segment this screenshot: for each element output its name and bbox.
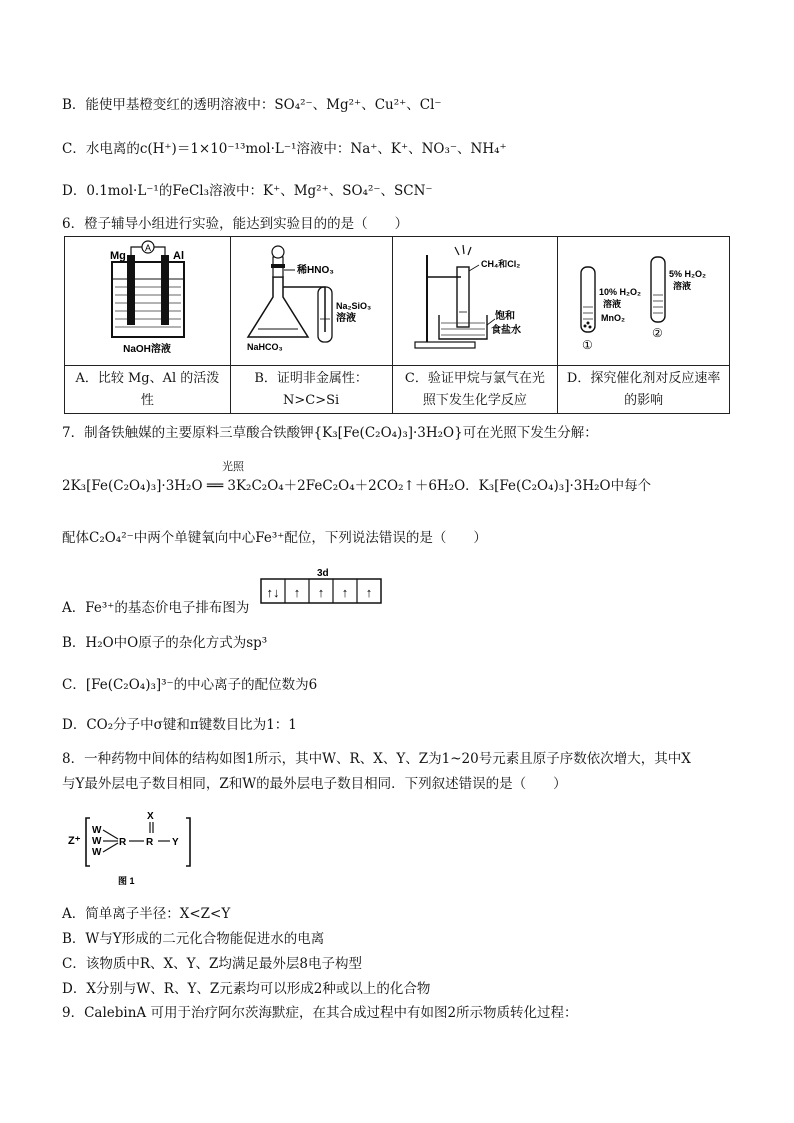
question-7-line3: 配体C₂O₄²⁻中两个单键氧向中心Fe³⁺配位，下列说法错误的是（ ） (62, 530, 487, 546)
reaction-condition: 光照 (222, 460, 244, 473)
naoh-solution-label: NaOH溶液 (123, 344, 172, 355)
orbital-box-3: ↑ (317, 585, 325, 600)
w-atom-3: W (92, 847, 102, 858)
methane-chlorine-figure (395, 237, 555, 357)
tube2-number: ② (651, 326, 663, 340)
option-7d: D．CO₂分子中σ键和π键数目比为1：1 (62, 717, 297, 733)
option-7c: C．[Fe(C₂O₄)₃]³⁻的中心离子的配位数为6 (62, 677, 318, 693)
orbital-box-5: ↑ (365, 585, 373, 600)
option-8d: D．X分别与W、R、Y、Z元素均可以形成2种或以上的化合物 (62, 981, 431, 997)
question-7-line2: 2K₃[Fe(C₂O₄)₃]·3H₂O ══ 3K₂C₂O₄＋2FeC₂O₄＋2CO₂↑＋6H₂O．K₃[Fe(C₂O₄)₃]·3H₂O中每个 (62, 478, 652, 494)
question-8-line2: 与Y最外层电子数目相同，Z和W的最外层电子数目相同．下列叙述错误的是（ ） (62, 776, 567, 792)
option-7a: A．Fe³⁺的基态价电子排布图为 (62, 600, 250, 616)
figure-a-cell (65, 237, 231, 366)
mg-electrode-label: Mg (110, 250, 127, 262)
r-atom-2: R (146, 837, 154, 848)
orbital-box-2: ↑ (293, 585, 301, 600)
caption-d: D．探究催化剂对反应速率的影响 (558, 366, 730, 414)
acid-strength-figure (233, 237, 389, 357)
electrochemical-cell-figure (67, 237, 227, 357)
figure-d-cell (558, 237, 730, 366)
r-atom-1: R (119, 837, 127, 848)
option-8a: A．简单离子半径：X<Z<Y (62, 906, 231, 922)
structure-figure-1 (68, 806, 208, 888)
sodium-silicate-label: Na₂SiO₃ (336, 301, 372, 311)
x-atom: X (147, 811, 154, 822)
y-atom: Y (172, 837, 179, 848)
w-atom-1: W (92, 825, 102, 836)
question-7-line1: 7．制备铁触媒的主要原料三草酸合铁酸钾{K₃[Fe(C₂O₄)₃]·3H₂O}可在光照下发生分解： (62, 425, 598, 441)
orbital-box-1: ↑↓ (266, 585, 280, 600)
figure-b-cell (230, 237, 392, 366)
tube2-solution-label: 溶液 (672, 281, 691, 291)
option-5d: D．0.1mol·L⁻¹的FeCl₃溶液中：K⁺、Mg²⁺、SO₄²⁻、SCN⁻ (62, 183, 433, 199)
caption-b: B．证明非金属性：N>C>Si (230, 366, 392, 414)
tube1-number: ① (581, 338, 593, 352)
caption-c: C．验证甲烷与氯气在光照下发生化学反应 (392, 366, 558, 414)
option-7b: B．H₂O中O原子的杂化方式为sp³ (62, 635, 268, 651)
z-ion-label: Z⁺ (68, 835, 81, 847)
question-8-line1: 8．一种药物中间体的结构如图1所示，其中W、R、X、Y、Z为1~20号元素且原子序数依次增大，其中X (62, 751, 691, 767)
option-8c: C．该物质中R、X、Y、Z均满足最外层8电子构型 (62, 956, 362, 972)
figure-1-caption: 图 1 (118, 876, 135, 886)
catalyst-figure (561, 237, 727, 357)
brine-label: 食盐水 (490, 325, 521, 336)
al-electrode-label: Al (173, 250, 185, 262)
orbital-diagram (257, 565, 387, 607)
saturated-label: 饱和 (494, 311, 515, 322)
caption-a: A．比较 Mg、Al 的活泼性 (65, 366, 231, 414)
ammeter-label: A (145, 243, 152, 253)
sodium-silicate-solution-label: 溶液 (336, 313, 357, 324)
nitric-acid-label: 稀HNO₃ (297, 265, 334, 276)
option-5b: B．能使甲基橙变红的透明溶液中：SO₄²⁻、Mg²⁺、Cu²⁺、Cl⁻ (62, 97, 442, 113)
tube1-concentration-label: 10% H₂O₂ (598, 287, 641, 297)
orbital-box-4: ↑ (341, 585, 349, 600)
sodium-bicarbonate-label: NaHCO₃ (247, 342, 283, 352)
orbital-label: 3d (317, 568, 329, 579)
experiment-table (64, 236, 730, 414)
manganese-dioxide-label: MnO₂ (600, 313, 625, 323)
option-5c: C．水电离的c(H⁺)＝1×10⁻¹³mol·L⁻¹溶液中：Na⁺、K⁺、NO₃⁻、NH₄⁺ (62, 141, 507, 157)
tube2-concentration-label: 5% H₂O₂ (668, 269, 706, 279)
w-atom-2: W (92, 836, 102, 847)
tube1-solution-label: 溶液 (602, 299, 621, 309)
option-8b: B．W与Y形成的二元化合物能促进水的电离 (62, 931, 325, 947)
methane-chlorine-label: CH₄和Cl₂ (480, 259, 521, 269)
figure-c-cell (392, 237, 558, 366)
question-9: 9．CalebinA 可用于治疗阿尔茨海默症，在其合成过程中有如图2所示物质转化过程： (62, 1005, 578, 1021)
question-6: 6．橙子辅导小组进行实验，能达到实验目的的是（ ） (62, 216, 409, 232)
